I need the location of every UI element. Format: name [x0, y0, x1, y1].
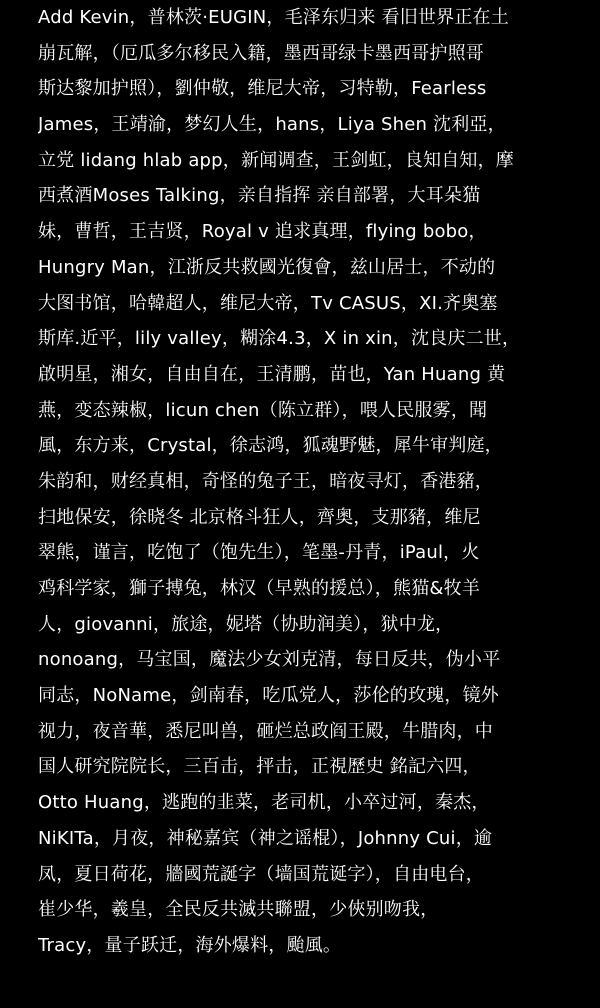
text-line-22: 国人研究院院长，三百击，抨击，正視歷史 銘記六四，: [38, 756, 481, 778]
text-line-13: 風，东方来，Crystal，徐志鸿，狐魂野魅，犀牛审判庭，: [38, 435, 503, 457]
text-line-20: 同志，NoName，剑南春，吃瓜党人，莎伦的玫瑰，镜外: [38, 685, 499, 707]
text-line-14: 朱韵和，财经真相，奇怪的兔子王，暗夜寻灯，香港豬，: [38, 470, 493, 492]
text-line-12: 燕，变态辣椒，licun chen（陈立群），喂人民服雾，聞: [38, 399, 488, 421]
text-line-10: 斯库.近平，lily valley，糊涂4.3，X in xin，沈良庆二世，: [38, 328, 521, 350]
text-line-23: Otto Huang，逃跑的韭菜，老司机，小卒过河，秦杰，: [38, 792, 490, 814]
text-line-11: 啟明星，湘女，自由自在，王清鹏，苗也，Yan Huang 黄: [38, 363, 506, 385]
text-line-9: 大图书馆，哈韓超人，维尼大帝，Tv CASUS，XI.齐奥塞: [38, 292, 498, 314]
text-line-5: 立党 lidang hlab app，新闻调查，王剑虹，良知自知，摩: [38, 149, 515, 171]
text-line-25: 凤，夏日荷花，牆國荒誕字（墙国荒诞字），自由电台，: [38, 863, 484, 885]
text-line-8: Hungry Man，江浙反共救國光復會，兹山居士，不动的: [38, 256, 496, 278]
text-line-7: 妹，曹哲，王吉贤，Royal v 追求真理，flying bobo，: [38, 221, 487, 243]
text-line-17: 鸡科学家，獅子搏兔，林汉（早熟的援总），熊猫&牧羊: [38, 578, 481, 599]
text-line-3: 斯达黎加护照），劉仲敬，维尼大帝，习特勒，Fearless: [38, 78, 487, 100]
name-list-paragraph: [38, 0, 558, 964]
text-line-1: Add Kevin，普林茨·EUGIN，毛泽东归来 看旧世界正在土: [38, 7, 509, 28]
text-line-19: nonoang，马宝国，魔法少女刘克清，每日反共，伪小平: [38, 649, 501, 671]
text-line-24: NiKITa，月夜，神秘嘉宾（神之谣棍），Johnny Cui，逾: [38, 827, 493, 849]
text-line-6: 西煮酒Moses Talking，亲自指挥 亲自部署，大耳朵猫: [38, 185, 481, 207]
text-line-21: 视力，夜音華，悉尼叫兽，砸烂总政阎王殿，牛腊肉，中: [38, 720, 493, 742]
text-line-2: 崩瓦解，（厄瓜多尔移民入籍，墨西哥绿卡墨西哥护照哥: [38, 42, 484, 64]
text-line-4: James，王靖渝，梦幻人生，hans，Liya Shen 沈利亞，: [38, 114, 506, 136]
text-line-15: 扫地保安，徐晓冬 北京格斗狂人，齊奥，支那豬，维尼: [38, 506, 481, 528]
text-line-26: 崔少华，羲皇，全民反共滅共聯盟，少俠别吻我，: [38, 899, 439, 921]
text-line-18: 人，giovanni，旅途，妮塔（协助润美），狱中龙，: [38, 613, 454, 635]
text-line-27: Tracy，量子跃迁，海外爆料，颱風。: [38, 934, 342, 956]
text-line-16: 翠熊，谨言，吃饱了（饱先生），笔墨-丹青，iPaul，火: [38, 542, 480, 564]
